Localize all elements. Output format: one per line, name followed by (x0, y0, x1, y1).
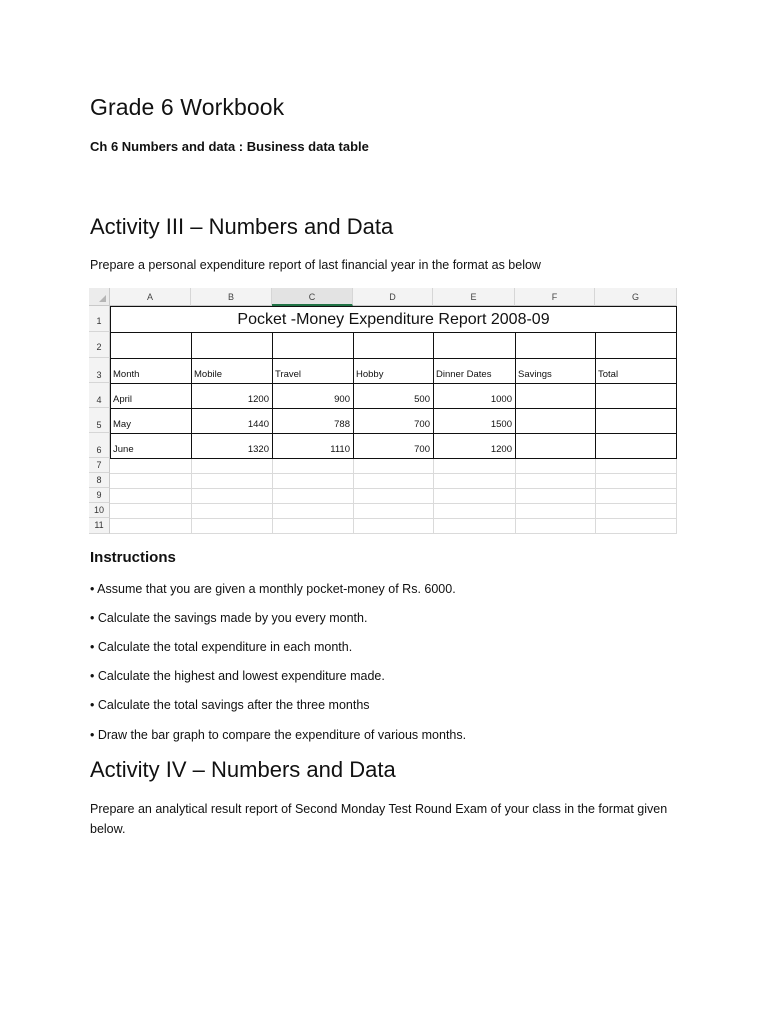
header-cell-total: Total (598, 369, 619, 380)
activity-4-intro: Prepare an analytical result report of Second Monday Test Round Exam of your class in the format given below. (90, 802, 668, 836)
header-cell-mobile: Mobile (194, 369, 222, 380)
column-header-f: F (515, 288, 595, 306)
row-header-6: 6 (89, 433, 110, 458)
report-title-cell: Pocket -Money Expenditure Report 2008-09 (237, 311, 550, 328)
data-cell-hobby: 700 (414, 444, 430, 455)
instruction-item: • Calculate the total expenditure in each month. (90, 640, 353, 654)
header-cell-savings: Savings (518, 369, 552, 380)
row-header-11: 11 (89, 518, 110, 534)
instruction-item: • Calculate the highest and lowest expenditure made. (90, 669, 385, 683)
document-title: Grade 6 Workbook (90, 94, 285, 120)
header-cell-month: Month (113, 369, 140, 380)
row-header-3: 3 (89, 358, 110, 383)
row-header-4: 4 (89, 383, 110, 408)
data-cell-travel: 1110 (330, 444, 350, 455)
instruction-item: • Draw the bar graph to compare the expenditure of various months. (90, 728, 467, 742)
data-cell-dinner-dates: 1200 (490, 444, 512, 455)
instruction-item: • Assume that you are given a monthly pocket-money of Rs. 6000. (90, 582, 456, 596)
column-header-e: E (433, 288, 515, 306)
row-header-8: 8 (89, 473, 110, 488)
chapter-subtitle: Ch 6 Numbers and data : Business data table (90, 139, 369, 154)
instruction-item: • Calculate the total savings after the three months (90, 698, 370, 712)
data-cell-month: June (113, 444, 134, 455)
row-header-1: 1 (89, 306, 110, 332)
column-header-d: D (353, 288, 433, 306)
activity-4-heading: Activity IV – Numbers and Data (90, 757, 396, 782)
expenditure-spreadsheet (89, 288, 677, 534)
data-cell-mobile: 1320 (247, 444, 269, 455)
column-header-g: G (595, 288, 677, 306)
data-cell-month: May (113, 419, 131, 430)
data-cell-hobby: 700 (414, 419, 430, 430)
activity-3-intro: Prepare a personal expenditure report of last financial year in the format as below (90, 258, 541, 272)
header-cell-hobby: Hobby (356, 369, 384, 380)
instructions-heading: Instructions (90, 549, 176, 566)
row-header-5: 5 (89, 408, 110, 433)
header-cell-travel: Travel (275, 369, 302, 380)
instruction-item: • Calculate the savings made by you every month. (90, 611, 368, 625)
data-cell-mobile: 1200 (247, 394, 269, 405)
select-all-corner (89, 288, 110, 306)
data-cell-month: April (113, 394, 133, 405)
row-header-2: 2 (89, 332, 110, 358)
data-cell-hobby: 500 (414, 394, 430, 405)
data-cell-travel: 900 (334, 394, 350, 405)
data-cell-mobile: 1440 (247, 419, 269, 430)
column-header-b: B (191, 288, 272, 306)
data-cell-travel: 788 (334, 419, 350, 430)
row-header-10: 10 (89, 503, 110, 518)
header-cell-dinner-dates: Dinner Dates (436, 369, 492, 380)
column-header-a: A (110, 288, 191, 306)
activity-3-heading: Activity III – Numbers and Data (90, 214, 394, 239)
column-header-c: C (272, 288, 353, 306)
data-cell-dinner-dates: 1000 (490, 394, 512, 405)
row-header-7: 7 (89, 458, 110, 473)
row-header-9: 9 (89, 488, 110, 503)
data-cell-dinner-dates: 1500 (490, 419, 512, 430)
